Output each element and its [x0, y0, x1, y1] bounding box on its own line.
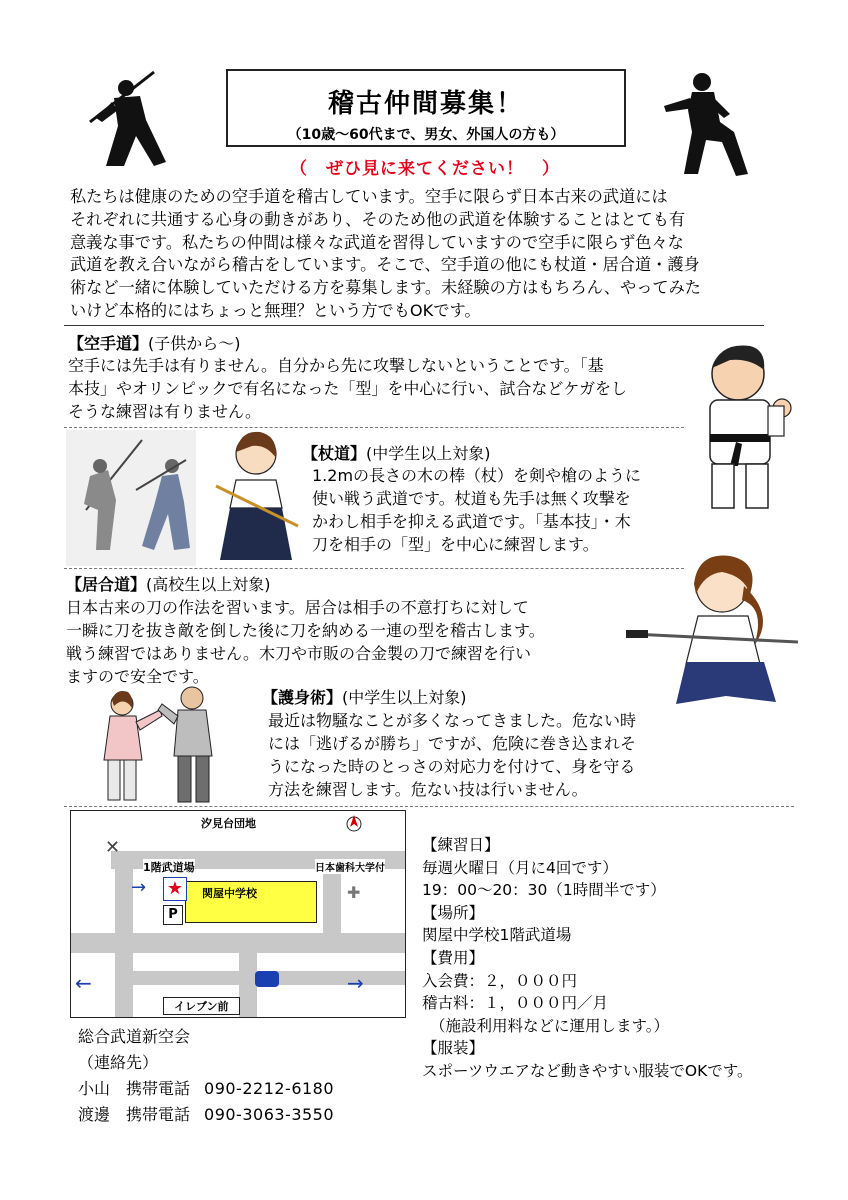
location-star-icon: ★ [163, 877, 187, 901]
jodo-line: 刀を相手の「型」を中心に練習します。 [312, 535, 599, 554]
jodo-line: 使い戦う武道です。杖道も先手は無く攻撃を [312, 489, 631, 508]
iaido-heading [66, 572, 271, 595]
goshin-line: 最近は物騒なことが多くなってきました。危ない時 [268, 711, 637, 730]
iaido-line: 戦う練習ではありません。木刀や市販の合金製の刀で練習を行い [66, 644, 531, 663]
title-box [226, 69, 626, 147]
close-mark-icon: ✕ [105, 837, 121, 858]
intro-line: 意義な事です。私たちの仲間は様々な武道を習得していますので空手に限らず色々な [70, 232, 684, 252]
map-right-label: 日本歯科大学付 [315, 859, 385, 874]
contact-name: 小山 携帯電話 [78, 1079, 191, 1098]
goshin-line: うになった時のとっさの対応力を付けて、身を守る [268, 757, 636, 776]
access-map [70, 810, 406, 1018]
info-place-heading: 【場所】 [422, 903, 485, 922]
intro-paragraph [70, 186, 782, 323]
iaido-target: (高校生以上対象) [146, 575, 271, 594]
karate-boy-illustration [690, 338, 800, 516]
invite-text: （ ぜひ見に来てください！ ） [290, 159, 560, 179]
intro-line: それぞれに共通する心身の動きがあり、そのため他の武道を体験することはとても有 [70, 209, 686, 229]
divider [64, 325, 764, 326]
divider [64, 568, 684, 569]
school-building [185, 881, 317, 923]
intro-line: 武道を教え合いながら稽古をしています。そこで、空手道の他にも杖道・居合道・護身 [70, 255, 700, 275]
jodo-heading [302, 441, 491, 464]
jodo-line: かわし相手を抑える武道です。「基本技」・木 [312, 512, 631, 531]
intro-line: 術など一緒に体験していただける方を募集します。未経験の方はもちろん、やってみた [70, 278, 701, 298]
map-parking-label: P [168, 907, 178, 922]
kendo-silhouette-icon [84, 66, 174, 172]
iaido-line: 日本古来の刀の作法を習います。居合は相手の不意打ちに対して [66, 598, 529, 617]
karate-line: 空手には先手は有りません。自分から先に攻撃しないということです。「基 [68, 356, 604, 375]
karate-body [68, 354, 688, 423]
contact-phone[interactable]: 090-3063-3550 [204, 1105, 335, 1124]
info-fee-note: （施設利用料などに運用します。） [430, 1016, 670, 1035]
bus-icon [255, 971, 279, 987]
contact-row [78, 1102, 334, 1128]
karate-heading [68, 331, 241, 354]
contact-phone[interactable]: 090-2212-6180 [204, 1079, 335, 1098]
info-fee-monthly: 稽古料：１，０００円／月 [422, 994, 609, 1013]
contact-org: 総合武道新空会 [78, 1027, 191, 1046]
goshin-line: 方法を練習します。危ない技は行いません。 [268, 780, 588, 799]
map-bottom-label: イレブン前 [163, 997, 240, 1015]
karate-silhouette-icon [662, 70, 762, 178]
info-day-heading: 【練習日】 [422, 836, 500, 854]
karate-line: そうな練習は有りません。 [68, 402, 261, 421]
hospital-icon: ✚ [347, 883, 361, 902]
iaido-line: 一瞬に刀を抜き敵を倒した後に刀を納める一連の型を稽古します。 [66, 621, 545, 640]
page-subtitle: （10歳～60代まで、男女、外国人の方も） [287, 127, 565, 143]
goshin-heading [262, 685, 467, 708]
map-dojo-label: 1階武道場 [143, 861, 195, 874]
info-fee-entry: 入会費：２，０００円 [422, 971, 578, 990]
info-day: 毎週火曜日（月に4回です） [422, 858, 618, 877]
contact-name: 渡邊 携帯電話 [78, 1105, 191, 1124]
iaido-title: 【居合道】 [66, 575, 147, 594]
intro-line: 私たちは健康のための空手道を稽古しています。空手に限らず日本古来の武道には [70, 187, 668, 206]
iaido-line: ますので安全です。 [66, 667, 209, 686]
parking-icon [163, 905, 183, 925]
contact-block [78, 1024, 334, 1128]
divider [64, 806, 794, 807]
map-top-label: 汐見台団地 [201, 817, 256, 830]
iaido-girl-illustration [626, 546, 804, 710]
jodo-sketch-illustration [66, 430, 196, 566]
jodo-title: 【杖道】 [302, 444, 367, 463]
karate-title: 【空手道】 [68, 334, 149, 353]
info-wear: スポーツウエアなど動きやすい服装でOKです。 [422, 1061, 753, 1080]
intro-line: いけど本格的にはちょっと無理？という方でもOKです。 [70, 300, 481, 320]
goshin-line: には「逃げるが勝ち」ですが、危険に巻き込まれそ [268, 734, 637, 753]
jodo-girl-illustration [212, 428, 302, 566]
arrow-right-icon: → [347, 971, 364, 995]
divider [64, 427, 684, 428]
iaido-body [66, 596, 646, 688]
jodo-body [312, 464, 684, 556]
info-block [422, 834, 753, 1083]
karate-line: 本技」やオリンピックで有名になった「型」を中心に行い、試合などケガをし [68, 379, 628, 398]
info-fee-heading: 【費用】 [422, 948, 485, 967]
jodo-target: (中学生以上対象) [366, 444, 491, 463]
karate-target: (子供から～) [148, 334, 241, 353]
arrow-right-icon: → [131, 877, 147, 898]
goshin-body [268, 709, 688, 801]
info-wear-heading: 【服装】 [422, 1039, 485, 1058]
contact-row [78, 1076, 334, 1102]
arrow-left-icon: ← [75, 971, 92, 995]
north-icon [345, 813, 363, 833]
goshin-title: 【護身術】 [262, 688, 343, 707]
goshin-target: (中学生以上対象) [342, 688, 467, 707]
goshin-illustration [80, 682, 260, 806]
jodo-line: 1.2mの長さの木の棒（杖）を剣や槍のように [312, 466, 642, 485]
page-title: 稽古仲間募集！ [327, 89, 524, 119]
contact-label: （連絡先） [78, 1053, 159, 1072]
info-time: 19：00～20：30（1時間半です） [422, 881, 666, 900]
info-place: 関屋中学校1階武道場 [422, 926, 572, 945]
map-school-label: 関屋中学校 [202, 887, 257, 900]
